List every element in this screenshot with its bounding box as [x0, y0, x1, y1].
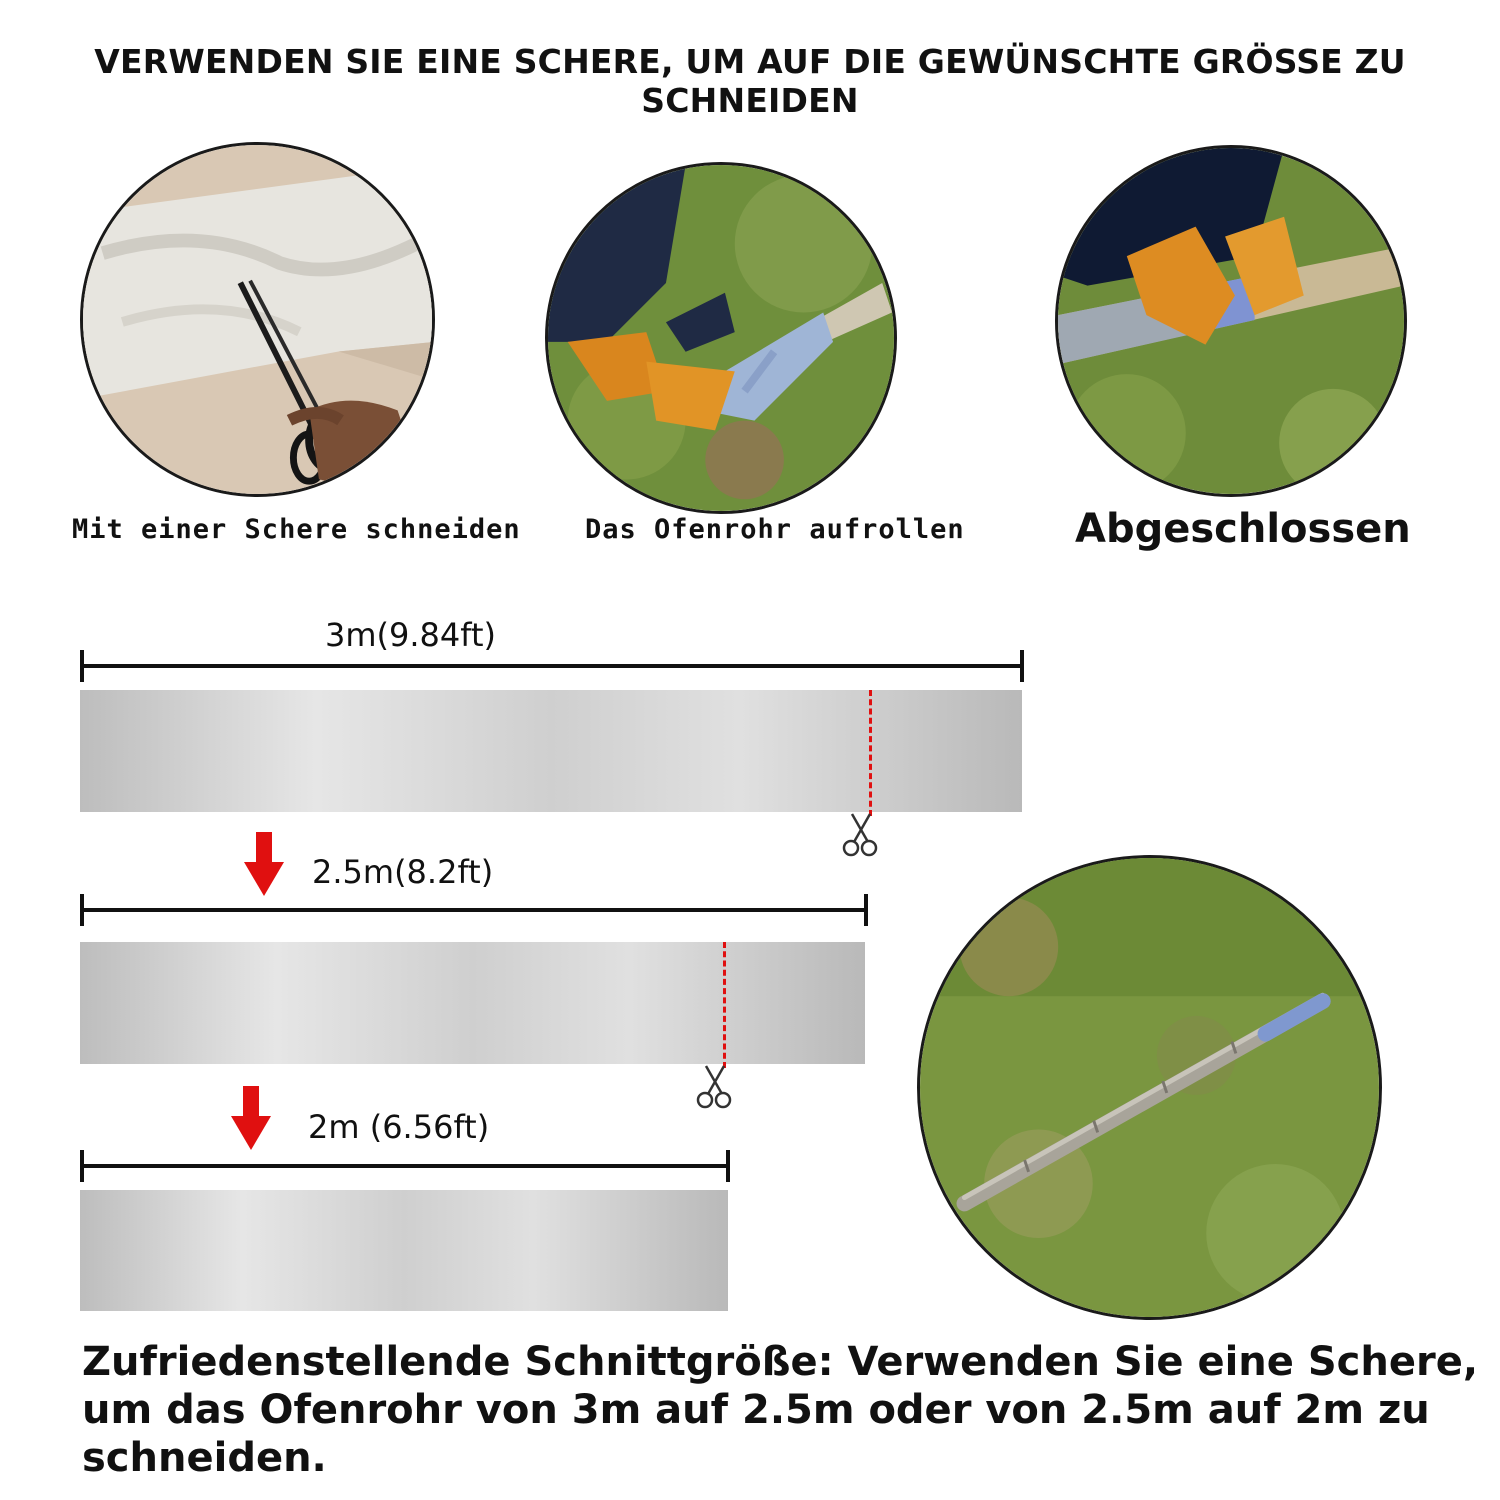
rolling-pipe-illustration — [548, 165, 894, 511]
down-arrow-icon — [244, 832, 284, 896]
dimension-line-3m — [80, 664, 1024, 668]
scissors-cutting-foil-photo — [80, 142, 435, 497]
scissors-icon — [840, 812, 880, 858]
dimension-tick-end-2m — [726, 1150, 730, 1182]
cut-mark-2-5m — [723, 942, 726, 1068]
step-caption-roll: Das Ofenrohr aufrollen — [585, 514, 965, 545]
scissors-icon — [694, 1064, 734, 1110]
foil-strip-2-5m — [80, 942, 865, 1064]
page-headline: VERWENDEN SIE EINE SCHERE, UM AUF DIE GEWÜNSCHTE GRÖSSE ZU SCHNEIDEN — [94, 42, 1406, 120]
step-caption-cut: Mit einer Schere schneiden — [72, 514, 521, 545]
down-arrow-icon — [231, 1086, 271, 1150]
length-label-3m: 3m(9.84ft) — [325, 616, 496, 654]
step-caption-finished: Abgeschlossen — [1075, 506, 1411, 552]
rolling-stove-pipe-photo — [545, 162, 897, 514]
length-label-2-5m: 2.5m(8.2ft) — [312, 853, 494, 891]
pipe-on-grass-illustration — [920, 858, 1379, 1317]
dimension-line-2m — [80, 1164, 730, 1168]
dimension-tick-end-2-5m — [864, 894, 868, 926]
summary-text: Zufriedenstellende Schnittgröße: Verwenden Sie eine Schere, um das Ofenrohr von 3m auf 2.5m oder von 2.5m auf 2m zu schneiden. — [82, 1339, 1479, 1481]
dimension-tick-end-3m — [1020, 650, 1024, 682]
scissors-cutting-foil-illustration — [83, 145, 432, 494]
foil-strip-3m — [80, 690, 1022, 812]
finished-pipe-illustration — [1058, 148, 1404, 494]
pipe-on-grass-photo — [917, 855, 1382, 1320]
cut-mark-3m — [869, 690, 872, 816]
length-label-2m: 2m (6.56ft) — [308, 1108, 490, 1146]
foil-strip-2m — [80, 1190, 728, 1311]
dimension-line-2-5m — [80, 908, 868, 912]
finished-pipe-photo — [1055, 145, 1407, 497]
